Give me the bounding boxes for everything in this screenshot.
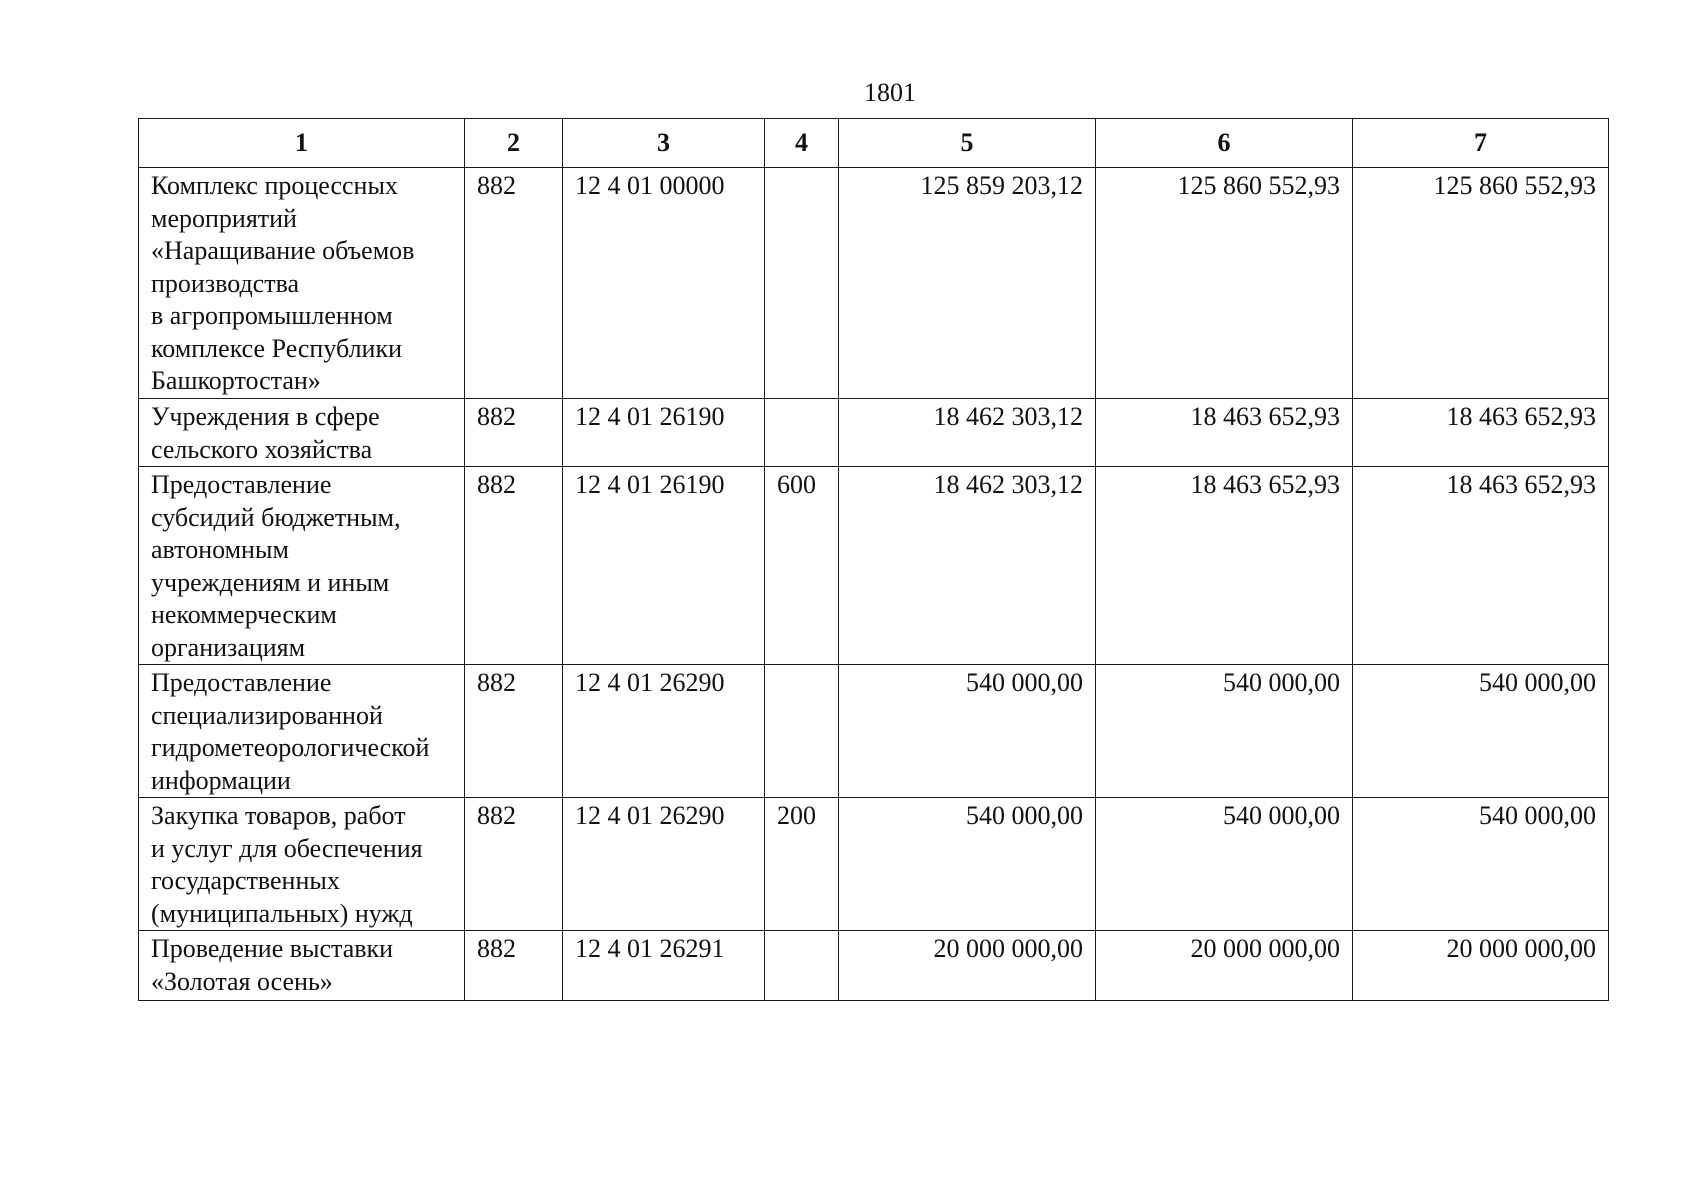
expense-type-cell <box>765 168 839 399</box>
row-name-line: Закупка товаров, работ <box>151 801 406 830</box>
table-row <box>139 467 1609 665</box>
column-header-6: 6 <box>1096 119 1353 168</box>
row-name-line: Предоставление <box>151 470 332 499</box>
admin-code-cell: 882 <box>465 168 563 399</box>
table-row <box>139 168 1609 399</box>
row-name-line: Учреждения в сфере <box>151 402 380 431</box>
amount-year2-cell: 18 463 652,93 <box>1096 399 1353 467</box>
row-name-line: автономным <box>151 535 289 564</box>
target-article-cell: 12 4 01 26290 <box>563 665 765 798</box>
amount-year3-cell: 18 463 652,93 <box>1353 399 1609 467</box>
row-name-line: некоммерческим <box>151 600 337 629</box>
amount-year3-cell: 18 463 652,93 <box>1353 467 1609 665</box>
target-article-cell: 12 4 01 26290 <box>563 798 765 931</box>
target-article-cell: 12 4 01 26190 <box>563 399 765 467</box>
expense-type-cell: 600 <box>765 467 839 665</box>
amount-year1-cell: 20 000 000,00 <box>839 931 1096 1001</box>
row-name-line: сельского хозяйства <box>151 434 373 464</box>
row-name-cell <box>139 798 465 931</box>
row-name-cell <box>139 399 465 467</box>
row-name-line: Проведение выставки <box>151 934 394 963</box>
column-header-4: 4 <box>765 119 839 168</box>
row-name-line: государственных <box>151 866 340 895</box>
row-name-line: гидрометеорологической <box>151 733 430 762</box>
admin-code-cell: 882 <box>465 931 563 1001</box>
row-name-line: учреждениям и иным <box>151 567 390 597</box>
amount-year1-cell: 18 462 303,12 <box>839 467 1096 665</box>
page-number: 1801 <box>864 78 916 107</box>
row-name-line: информации <box>151 765 291 795</box>
amount-year2-cell: 20 000 000,00 <box>1096 931 1353 1001</box>
row-name-line: Башкортостан» <box>151 366 321 395</box>
column-header-1: 1 <box>139 119 465 168</box>
expense-type-cell <box>765 931 839 1001</box>
amount-year1-cell: 540 000,00 <box>839 665 1096 798</box>
admin-code-cell: 882 <box>465 399 563 467</box>
expense-type-cell: 200 <box>765 798 839 931</box>
row-name-cell <box>139 168 465 399</box>
table-row <box>139 798 1609 931</box>
amount-year1-cell: 540 000,00 <box>839 798 1096 931</box>
row-name-line: специализированной <box>151 700 383 730</box>
amount-year3-cell: 540 000,00 <box>1353 798 1609 931</box>
row-name-line: мероприятий <box>151 203 297 233</box>
row-name-line: производства <box>151 268 300 298</box>
amount-year2-cell: 18 463 652,93 <box>1096 467 1353 665</box>
amount-year1-cell: 18 462 303,12 <box>839 399 1096 467</box>
amount-year3-cell: 540 000,00 <box>1353 665 1609 798</box>
row-name-line: комплексе Республики <box>151 333 403 363</box>
expense-type-cell <box>765 665 839 798</box>
column-header-5: 5 <box>839 119 1096 168</box>
row-name-line: в агропромышленном <box>151 301 393 330</box>
expense-type-cell <box>765 399 839 467</box>
table-body <box>139 168 1609 1001</box>
target-article-cell: 12 4 01 26291 <box>563 931 765 1001</box>
row-name-line: Комплекс процессных <box>151 171 398 200</box>
column-header-3: 3 <box>563 119 765 168</box>
admin-code-cell: 882 <box>465 665 563 798</box>
table-row <box>139 665 1609 798</box>
row-name-line: «Наращивание объемов <box>151 236 415 265</box>
amount-year2-cell: 125 860 552,93 <box>1096 168 1353 399</box>
table-row <box>139 931 1609 1001</box>
row-name-cell <box>139 931 465 1001</box>
amount-year1-cell: 125 859 203,12 <box>839 168 1096 399</box>
admin-code-cell: 882 <box>465 798 563 931</box>
amount-year3-cell: 125 860 552,93 <box>1353 168 1609 399</box>
column-header-2: 2 <box>465 119 563 168</box>
row-name-line: Предоставление <box>151 668 332 697</box>
admin-code-cell: 882 <box>465 467 563 665</box>
row-name-line: «Золотая осень» <box>151 966 333 996</box>
table-header <box>139 119 1609 168</box>
row-name-line: субсидий бюджетным, <box>151 502 401 532</box>
budget-table <box>138 118 1609 1001</box>
table-row <box>139 399 1609 467</box>
amount-year3-cell: 20 000 000,00 <box>1353 931 1609 1001</box>
amount-year2-cell: 540 000,00 <box>1096 798 1353 931</box>
row-name-line: организациям <box>151 632 306 662</box>
column-header-7: 7 <box>1353 119 1609 168</box>
row-name-line: и услуг для обеспечения <box>151 833 423 863</box>
target-article-cell: 12 4 01 26190 <box>563 467 765 665</box>
row-name-cell <box>139 467 465 665</box>
row-name-cell <box>139 665 465 798</box>
target-article-cell: 12 4 01 00000 <box>563 168 765 399</box>
header-row <box>139 119 1609 168</box>
row-name-line: (муниципальных) нужд <box>151 898 413 928</box>
amount-year2-cell: 540 000,00 <box>1096 665 1353 798</box>
